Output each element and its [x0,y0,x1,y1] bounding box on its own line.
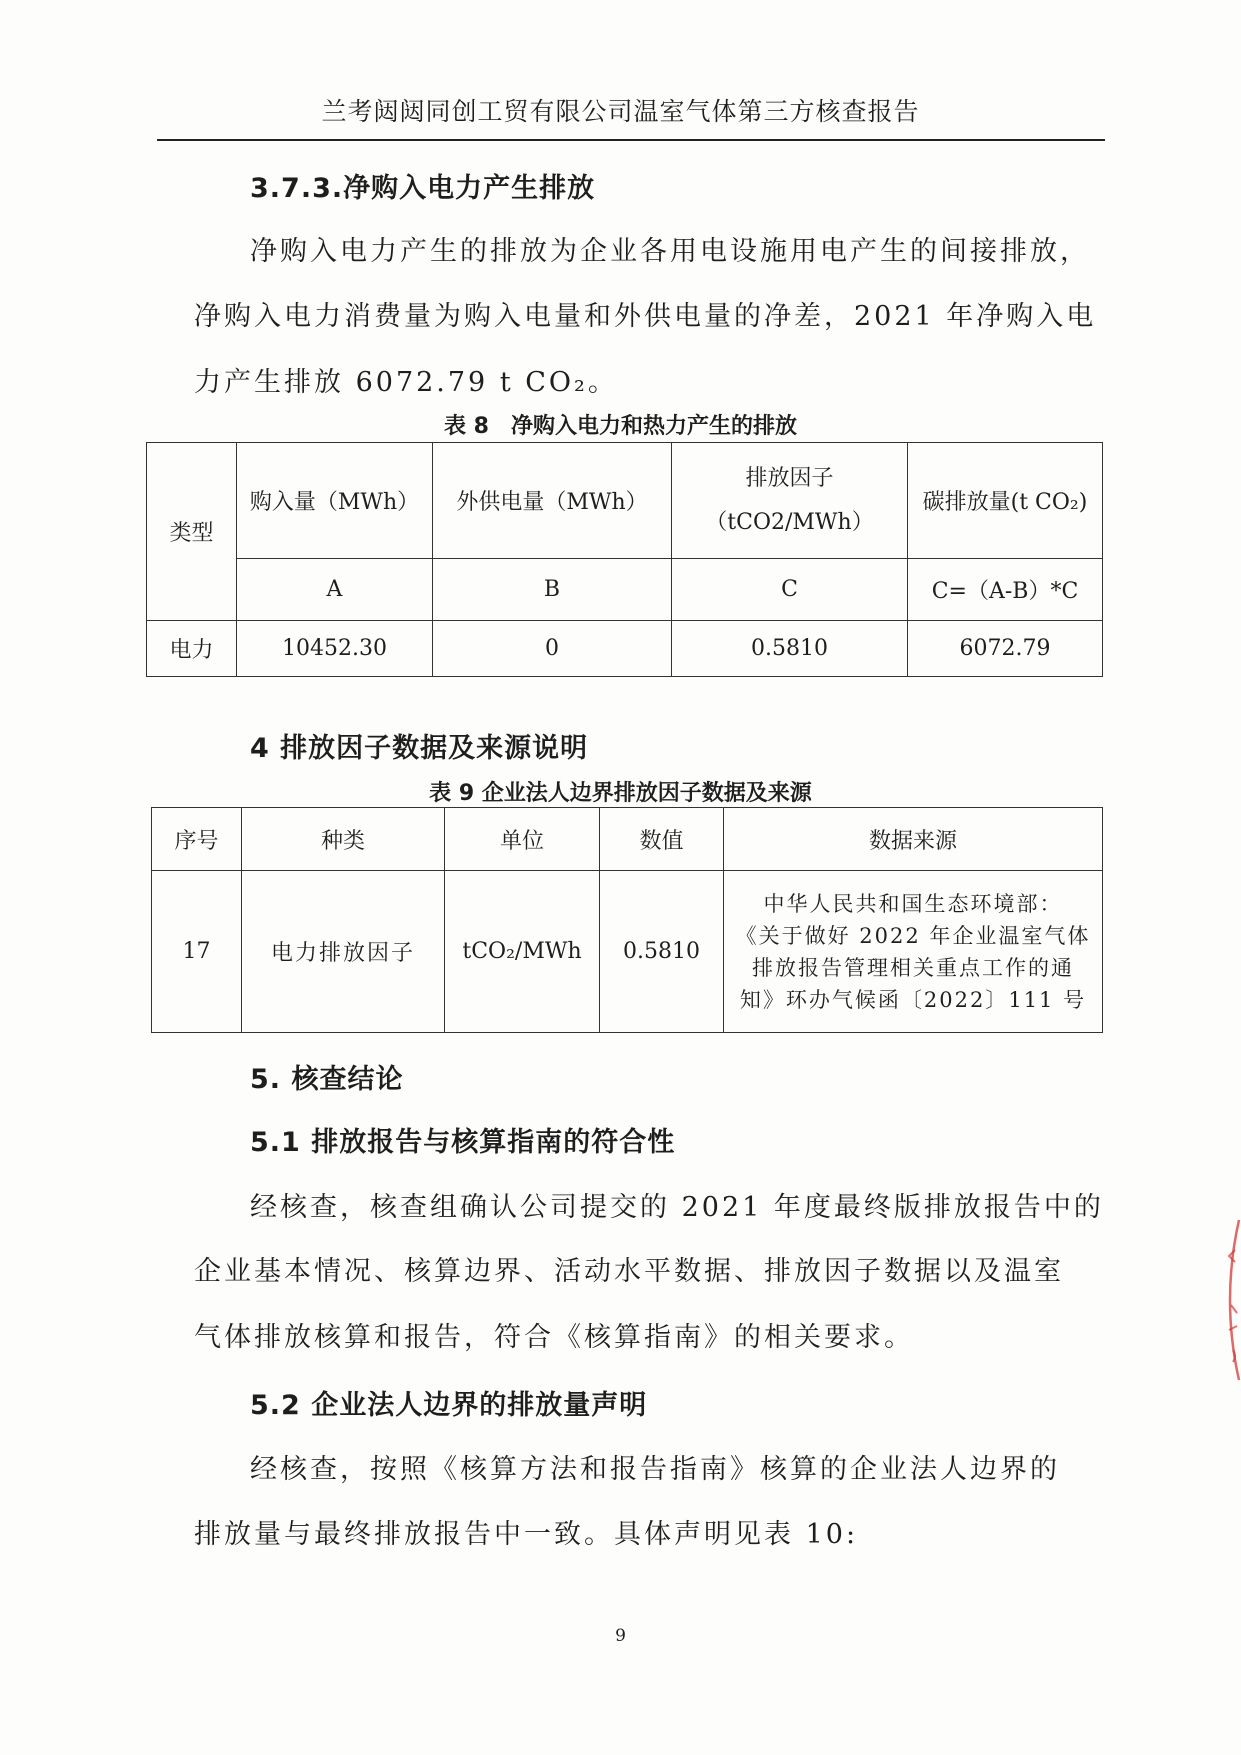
section-52-heading: 5.2 企业法人边界的排放量声明 [250,1390,648,1421]
section-373-line-2: 净购入电力消费量为购入电量和外供电量的净差，2021 年净购入电 [194,301,1097,332]
section-373-line-1: 净购入电力产生的排放为企业各用电设施用电产生的间接排放， [250,236,1090,267]
section-5-heading: 5. 核查结论 [250,1064,404,1095]
table-9-row-source [724,871,1103,1033]
table-9-row-unit: tCO₂/MWh [445,871,600,1033]
section-52-line-1: 经核查，按照《核算方法和报告指南》核算的企业法人边界的 [250,1454,1060,1485]
table-9-source-line-2: 《关于做好 2022 年企业温室气体 [735,923,1091,948]
table-9-header-value: 数值 [600,808,724,871]
table-8-row-purchased: 10452.30 [237,621,433,677]
table-9-caption: 表 9 企业法人边界排放因子数据及来源 [429,781,812,806]
page-header-title: 兰考闼闼同创工贸有限公司温室气体第三方核查报告 [321,97,920,126]
table-8-row-exported: 0 [433,621,672,677]
table-8-symbol-c: C [672,559,908,621]
table-9-source-line-1: 中华人民共和国生态环境部： [763,891,1063,916]
table-8-header-factor: 排放因子 （tCO2/MWh） [672,443,908,559]
table-9-header-unit: 单位 [445,808,600,871]
table-8-type-header: 类型 [147,443,237,621]
table-8-caption: 表 8 净购入电力和热力产生的排放 [444,414,797,439]
section-52-line-2: 排放量与最终排放报告中一致。具体声明见表 10: [194,1519,859,1550]
table-9-row-value: 0.5810 [600,871,724,1033]
table-9-header-no: 序号 [152,808,242,871]
section-51-line-2: 企业基本情况、核算边界、活动水平数据、排放因子数据以及温室 [194,1256,1064,1287]
section-373-heading: 3.7.3.净购入电力产生排放 [250,173,596,204]
table-9-header-kind: 种类 [242,808,445,871]
section-373-line-3: 力产生排放 6072.79 t CO₂。 [194,367,618,398]
red-seal-fragment-icon [1215,1210,1241,1390]
table-9-source-line-3: 排放报告管理相关重点工作的通 [752,955,1074,980]
table-row [147,621,1103,677]
table-8-symbol-b: B [433,559,672,621]
table-9-source-line-4: 知》环办气候函〔2022〕111 号 [739,987,1087,1012]
section-51-heading: 5.1 排放报告与核算指南的符合性 [250,1127,676,1158]
table-9 [151,807,1103,1033]
table-8-row-emission: 6072.79 [908,621,1103,677]
table-8-row-factor: 0.5810 [672,621,908,677]
table-8-symbol-a: A [237,559,433,621]
page-number: 9 [615,1626,626,1646]
table-9-row-no: 17 [152,871,242,1033]
table-8-header-exported: 外供电量（MWh） [433,443,672,559]
table-8-header-emission: 碳排放量(t CO₂) [908,443,1103,559]
table-8 [146,442,1103,677]
table-8-header-purchased: 购入量（MWh） [237,443,433,559]
table-row [152,871,1103,1033]
table-9-row-kind: 电力排放因子 [242,871,445,1033]
section-4-heading: 4 排放因子数据及来源说明 [250,733,589,764]
table-8-row-type: 电力 [147,621,237,677]
table-8-symbol-formula: C=（A-B）*C [908,559,1103,621]
section-51-line-3: 气体排放核算和报告，符合《核算指南》的相关要求。 [194,1322,914,1353]
table-9-header-source: 数据来源 [724,808,1103,871]
section-51-line-1: 经核查，核查组确认公司提交的 2021 年度最终版排放报告中的 [250,1192,1104,1223]
header-divider [157,139,1105,141]
